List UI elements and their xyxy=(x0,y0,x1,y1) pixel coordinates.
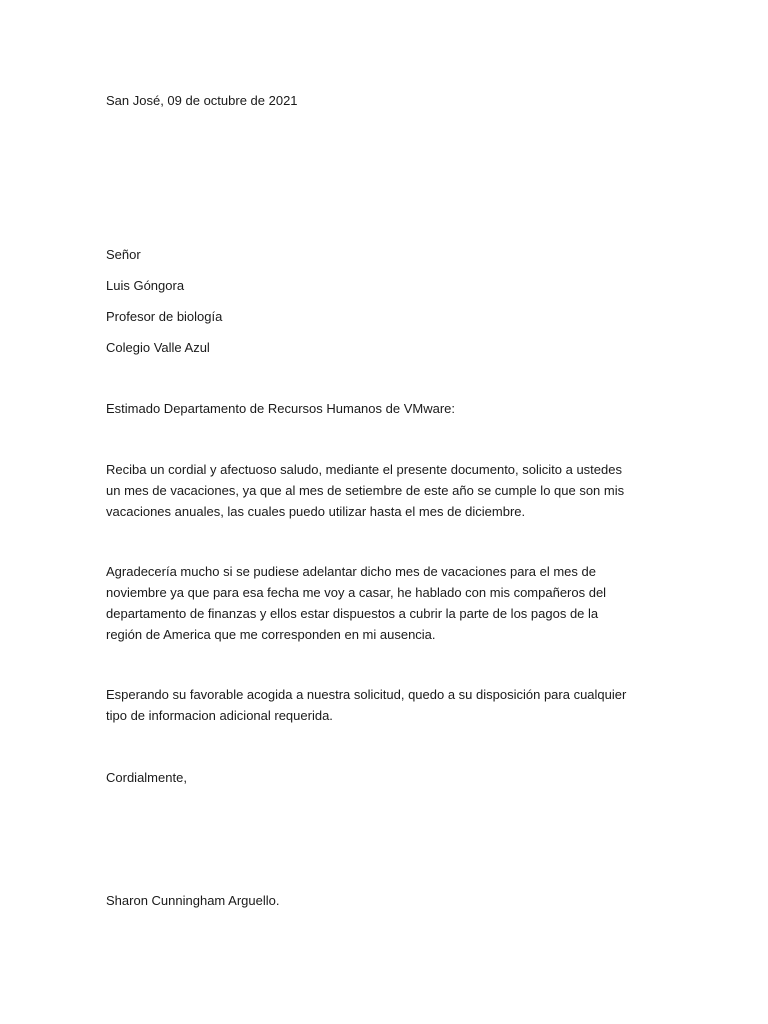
paragraph-line: Esperando su favorable acogida a nuestra solicitud, quedo a su disposición para cualquier xyxy=(106,687,627,702)
letter-closing: Cordialmente, xyxy=(106,770,187,785)
paragraph-line: noviembre ya que para esa fecha me voy a casar, he hablado con mis compañeros del xyxy=(106,585,607,600)
paragraph-line: un mes de vacaciones, ya que al mes de setiembre de este año se cumple lo que son mis xyxy=(106,483,625,498)
recipient-title: Señor xyxy=(106,247,141,262)
recipient-position: Profesor de biología xyxy=(106,309,223,324)
paragraph-line: vacaciones anuales, las cuales puedo utilizar hasta el mes de diciembre. xyxy=(106,504,526,519)
letter-salutation: Estimado Departamento de Recursos Humanos de VMware: xyxy=(106,401,455,416)
paragraph-line: región de America que me corresponden en mi ausencia. xyxy=(106,627,436,642)
paragraph-line: tipo de informacion adicional requerida. xyxy=(106,708,333,723)
recipient-name: Luis Góngora xyxy=(106,278,185,293)
body-paragraph-2 xyxy=(106,561,666,645)
body-paragraph-1 xyxy=(106,459,666,522)
paragraph-line: departamento de finanzas y ellos estar dispuestos a cubrir la parte de los pagos de la xyxy=(106,606,599,621)
recipient-institution: Colegio Valle Azul xyxy=(106,340,210,355)
paragraph-line: Reciba un cordial y afectuoso saludo, mediante el presente documento, solicito a ustedes xyxy=(106,462,622,477)
letter-date: San José, 09 de octubre de 2021 xyxy=(106,93,298,108)
paragraph-line: Agradecería mucho si se pudiese adelantar dicho mes de vacaciones para el mes de xyxy=(106,564,596,579)
body-paragraph-3 xyxy=(106,684,666,726)
letter-signature: Sharon Cunningham Arguello. xyxy=(106,893,280,908)
